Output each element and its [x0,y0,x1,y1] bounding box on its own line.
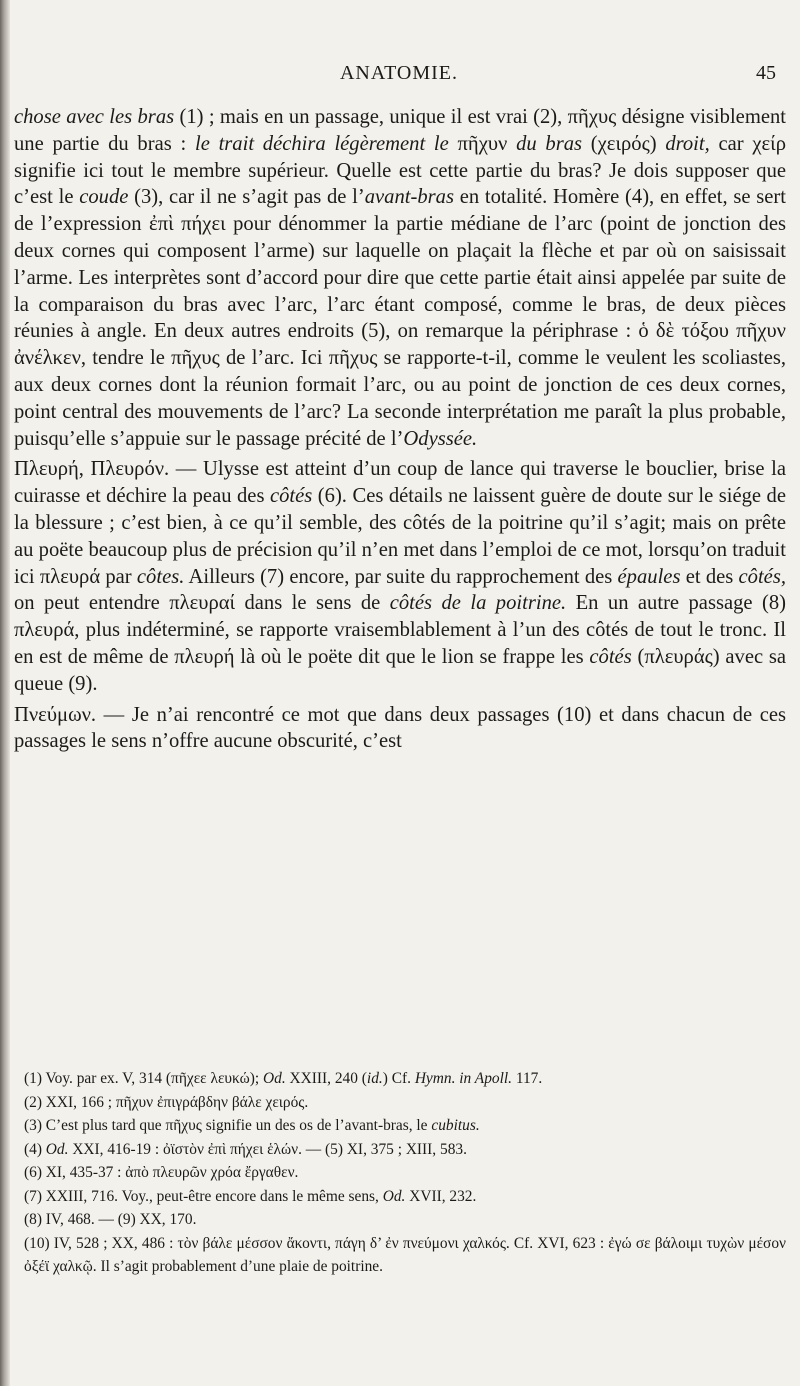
text-run: Πλευρή, Πλευρόν. — Ulysse est atteint d’un coup de lance qui traverse le bouclier, brise la cuirasse et déchire la peau des [14,458,786,508]
text-run: (8) IV, 468. — (9) XX, 170. [24,1211,197,1228]
text-run: (10) IV, 528 ; XX, 486 : τὸν βάλε μέσσον ἄκοντι, πάγη δ’ ἐν πνεύμονι χαλκός. Cf. XVI, 623 : ἐγώ σε βάλοιμι τυχὼν μέσον ὀξέϊ χαλκῷ. Il s’agit probablement d’une plaie de poitrine. [24,1234,786,1275]
italic-text: cubitus. [431,1117,480,1134]
text-run: (χειρός) [582,132,666,155]
text-run: πῆχυν [448,132,517,155]
text-run: XXI, 416-19 : ὀϊστὸν ἐπὶ πήχει ἑλών. — (5) XI, 375 ; XIII, 583. [68,1140,467,1158]
text-run: (2) XXI, 166 ; πῆχυν ἐπιγράβδην βάλε χειρός. [24,1093,309,1111]
italic-text: Od. [45,1140,69,1158]
page-number: 45 [756,62,776,84]
document-page [14,0,784,1386]
footnote [24,1232,786,1279]
text-run: (6). Ces détails ne laissent guère de doute sur le siége de la blessure ; c’est bien, à ce qu’il semble, des côtés de la poitrine qu’il s’agit; mais on prête au poëte beaucoup plus de précision qu’il n’en met dans l’emploi de ce mot, lorsqu’on traduit ici πλευρά par [14,485,786,588]
footnote [24,1138,786,1162]
italic-text: Od. [263,1070,286,1087]
italic-text: Hymn. in Apoll. [414,1070,512,1087]
text-run: (4) [24,1140,46,1158]
text-run: XXIII, 240 ( [285,1070,367,1087]
italic-text: avant-bras [364,186,454,209]
italic-text: épaules [617,565,681,588]
text-run: en totalité. Homère (4), en effet, se sert de l’expression ἐπὶ πήχει pour dénommer la partie médiane de l’arc (point de jonction des deux cornes qui composent l’arme) sur laquelle on plaçait la flèche et par où on saisissait l’arme. Les interprètes sont d’accord pour dire que cette partie était ainsi appelée par suite de la comparaison du bras avec l’arc, l’arc étant composé, comme le bras, de deux pièces réunies à angle. En deux autres endroits (5), on remarque la périphrase : ὁ δὲ τόξου πῆχυν ἀνέλκεν, tendre le πῆχυς de l’arc. Ici πῆχυς se rapporte-t-il, comme le veulent les scoliastes, aux deux cornes dont la réunion formait l’arc, ou au point de jonction de ces deux cornes, point central des mouvements de l’arc? La seconde interprétation me paraît la plus probable, puisqu’elle s’appuie sur le passage précité de l’ [14,186,786,450]
italic-text: du bras [516,132,583,155]
footnote [24,1208,786,1232]
text-run: car χείρ signifie ici tout le membre supérieur. Quelle est cette partie du bras? Je dois supposer que c’est le [14,132,786,209]
page-gutter-shadow [0,0,10,1386]
footnote [24,1067,786,1091]
body-text [14,104,786,755]
italic-text: le trait déchira légèrement le [194,132,449,155]
text-run: ) Cf. [382,1070,415,1087]
italic-text: côtés, [738,565,786,588]
paragraph [14,702,786,756]
italic-text: côtés [269,485,313,508]
running-title: ANATOMIE. [339,62,459,84]
footnotes [24,1067,786,1279]
footnote [24,1091,786,1115]
text-run: (3) C’est plus tard que πῆχυς signifie un des os de l’avant-bras, le [24,1117,432,1134]
text-run: (1) ; mais en un passage, unique il est vrai (2), πῆχυς désigne visiblement une partie du bras : [14,106,786,155]
text-run: En un autre passage (8) πλευρά, plus indéterminé, se rapporte vraisemblablement à l’un des côtés de tout le tronc. Il en est de même de πλευρή là où le poëte dit que le lion se frappe les [14,592,786,668]
italic-text: droit, [665,132,710,155]
page-header [14,62,784,92]
paragraph [14,456,786,697]
text-run: XVII, 232. [405,1187,477,1205]
text-run: (3), car il ne s’agit pas de l’ [128,186,365,209]
footnote [24,1161,786,1185]
paragraph [14,104,786,452]
text-run: Πνεύμων. — Je n’ai rencontré ce mot que dans deux passages (10) et dans chacun de ces passages le sens n’offre aucune obscurité, c’est [14,703,786,753]
text-run: (7) XXIII, 716. Voy., peut-être encore dans le même sens, [24,1187,383,1205]
italic-text: côtés [589,645,632,668]
text-run: (6) XI, 435-37 : ἀπὸ πλευρῶν χρόα ἔργαθεν. [24,1164,299,1181]
text-run: on peut entendre πλευραί dans le sens de [14,592,390,615]
italic-text: id. [366,1070,383,1087]
italic-text: Odyssée. [403,427,478,450]
footnote [24,1114,786,1138]
text-run: et des [680,565,739,588]
footnote [24,1185,786,1209]
text-run: 117. [512,1070,543,1087]
text-run: (1) Voy. par ex. V, 314 (πῆχεε λευκώ); [24,1070,264,1087]
text-run: Ailleurs (7) encore, par suite du rapprochement des [184,565,618,588]
italic-text: côtes. [136,565,185,588]
italic-text: coude [79,186,129,209]
italic-text: chose avec les bras [14,106,175,128]
italic-text: côtés de la poitrine. [389,592,567,615]
text-run: (πλευράς) avec sa queue (9). [14,645,786,695]
italic-text: Od. [382,1187,406,1205]
